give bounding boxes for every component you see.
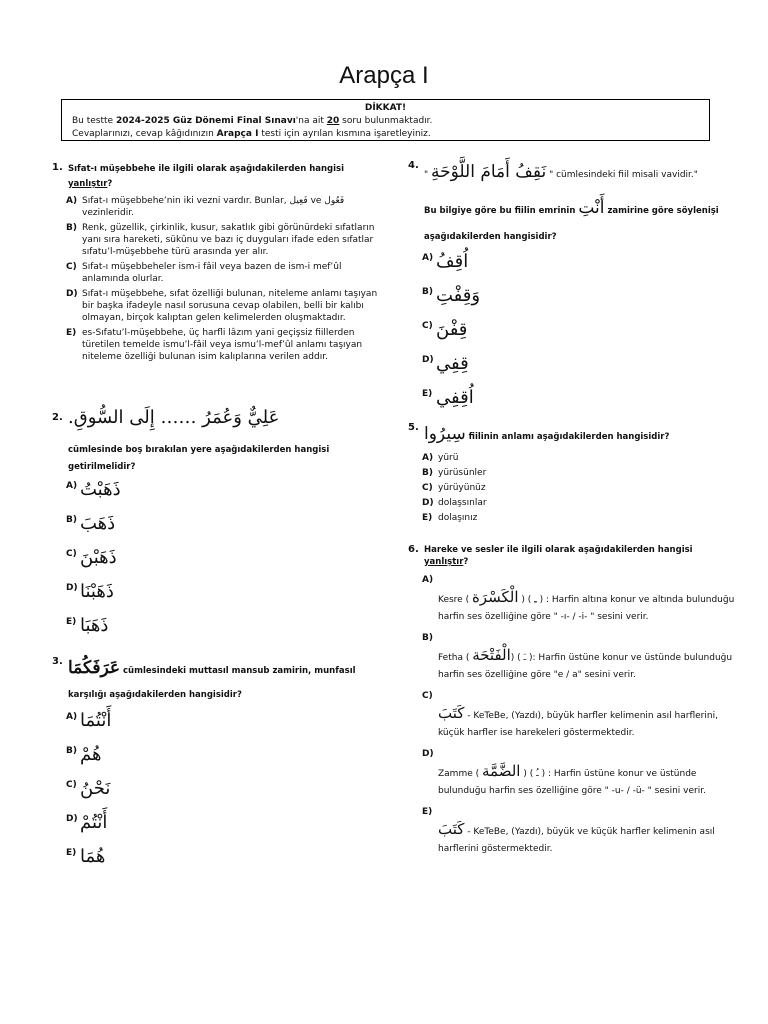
option-letter: C) [422, 483, 433, 493]
question-text-part: Hareke ve sesler ile ilgili olarak aşağıdakilerden hangisi [424, 545, 693, 555]
option-text: yürü [438, 453, 459, 463]
option-c[interactable] [66, 779, 382, 813]
option-a[interactable] [66, 195, 382, 219]
question-text-part: cümlesindeki fiil misali vavidir." [553, 170, 698, 180]
question-number: 5. [408, 422, 419, 433]
option-letter: C) [66, 262, 77, 272]
option-arabic: أَنْتُمَا [80, 710, 112, 731]
option-arabic: الْكَسْرَة [471, 588, 519, 606]
option-arabic: أَنْتُمْ [80, 812, 108, 833]
question-2 [52, 407, 382, 650]
question-text [424, 160, 738, 187]
option-e[interactable] [66, 847, 382, 881]
option-letter: E) [422, 513, 433, 523]
option-letter: C) [422, 691, 433, 701]
option-letter: E) [422, 807, 433, 817]
question-number: 4. [408, 160, 419, 171]
option-letter: C) [66, 549, 77, 559]
options-list [52, 711, 382, 881]
option-text: Fetha ( [438, 653, 473, 663]
question-1 [52, 162, 382, 363]
option-d[interactable] [422, 354, 738, 388]
option-letter: C) [66, 780, 77, 790]
notice-text: soru bulunmaktadır. [339, 116, 433, 126]
question-text-part: ? [463, 557, 469, 567]
option-a[interactable] [422, 252, 738, 286]
notice-exam-name: 2024-2025 Güz Dönemi Final Sınavı [115, 116, 296, 126]
option-letter: A) [66, 196, 78, 206]
option-arabic: هُمْ [80, 744, 102, 765]
option-text: - KeTeBe, (Yazdı), büyük harfler kelimenin asıl harflerini, küçük harfler ise harekeleri göstermektedir. [438, 711, 718, 738]
question-arabic-row [68, 407, 382, 438]
option-arabic: اُقِفُ [436, 251, 469, 272]
option-b[interactable] [66, 222, 382, 258]
option-text: dolaşsınlar [438, 498, 487, 508]
option-text: ) ( ـِ ) : Harfin altına konur ve altında bulunduğu harfin ses özelliğine göre " -ı- / -i- " sesini verir. [438, 595, 735, 622]
option-e[interactable] [66, 616, 382, 650]
question-text-part: Bu bilgiye göre bu fiilin emrinin [424, 206, 579, 216]
question-5 [408, 422, 738, 524]
question-text [424, 195, 738, 250]
option-letter: B) [66, 515, 77, 525]
question-number: 2. [52, 412, 63, 423]
option-text: ) ( ـُ ) : Harfin üstüne konur ve üstünde bulunduğu harfin ses özelliğine göre " -u- / -ü- " sesini verir. [438, 769, 706, 796]
option-letter: C) [422, 321, 433, 331]
option-d[interactable] [422, 746, 738, 800]
option-letter: E) [66, 617, 77, 627]
option-letter: E) [422, 389, 433, 399]
question-text-emphasis: yanlıştır [68, 179, 108, 189]
option-text: Renk, güzellik, çirkinlik, kusur, sakatlık gibi görünürdeki sıfatların yanı sıra hareketi, sükûnu ve bazı iç duyguları ifade eden sıfatlar sıfatu’l-müşebbehe türü arasında yer alır. [82, 223, 375, 257]
option-b[interactable] [66, 745, 382, 779]
option-arabic: ذَهَبَا [80, 615, 109, 636]
option-arabic: قِفِي [436, 353, 469, 374]
option-letter: A) [66, 712, 78, 722]
option-letter: D) [422, 749, 434, 759]
option-text: Sıfat-ı müşebbehe, sıfat özelliği bulunan, niteleme anlamı taşıyan bir başka ifadeyle nasıl sorusuna cevap olabilen, belli bir kalıbı olmayan, birçok kalıptan gelen kelimelerden oluşmaktadır. [82, 289, 378, 323]
option-arabic: ذَهَبَ [80, 513, 116, 534]
notice-heading: DİKKAT! [364, 103, 407, 113]
option-arabic: وَقِفْتِ [436, 285, 481, 306]
option-letter: B) [422, 287, 433, 297]
option-e[interactable] [66, 327, 382, 363]
question-text [68, 162, 382, 192]
option-letter: E) [66, 848, 77, 858]
notice-box [61, 99, 710, 141]
option-a[interactable] [66, 711, 382, 745]
option-arabic: ذَهَبْتُ [80, 479, 121, 500]
notice-course-name: Arapça I [216, 129, 259, 139]
option-arabic: قِفْنَ [436, 319, 468, 340]
option-arabic: نَحْنُ [80, 778, 111, 799]
option-d[interactable] [66, 582, 382, 616]
question-number: 6. [408, 544, 419, 555]
options-list [408, 252, 738, 422]
option-c[interactable] [422, 688, 738, 742]
notice-question-count: 20 [326, 116, 340, 126]
option-letter: A) [422, 453, 434, 463]
option-letter: E) [66, 328, 77, 338]
option-arabic: كَتَبَ [438, 704, 465, 722]
option-text: yürüyünüz [438, 483, 486, 493]
option-c[interactable] [66, 548, 382, 582]
option-c[interactable] [66, 261, 382, 285]
option-letter: D) [422, 355, 434, 365]
option-b[interactable] [422, 286, 738, 320]
question-arabic: عَرَفَكُمَا [68, 658, 121, 678]
option-e[interactable] [422, 512, 738, 524]
notice-line-2 [72, 128, 699, 141]
option-text: dolaşınız [438, 513, 478, 523]
option-text: Sıfat-ı müşebbeheler ism-i fâil veya bazen de ism-i mef’ûl anlamında olurlar. [82, 262, 342, 284]
question-3 [52, 656, 382, 881]
notice-text: testi için ayrılan kısmına işaretleyiniz. [258, 129, 431, 139]
question-text [68, 656, 382, 707]
question-text-part: zamirine göre söylenişi aşağıdakilerden hangisidir? [424, 206, 719, 242]
option-arabic: ذَهَبْنَا [80, 581, 114, 602]
question-text-part: Sıfat-ı müşebbehe ile ilgili olarak aşağıdakilerden hangisi [68, 164, 345, 174]
option-letter: A) [422, 253, 434, 263]
notice-text: 'na ait [295, 116, 327, 126]
question-text [424, 544, 738, 568]
page-title: Arapça I [339, 62, 429, 89]
notice-text: Bu testte [72, 116, 116, 126]
option-e[interactable] [422, 388, 738, 422]
option-text: es-Sıfatu’l-müşebbehe, üç harfli lâzım yani geçişsiz fiillerden türetilen temelde ismu’l-fâil veya ismu’l-mef’ûl anlamı taşıyan niteleme özelliği bulunan isim kalıplarına verilen addır. [82, 328, 363, 362]
option-arabic: الْفَتْحَة [472, 646, 511, 664]
question-text-part: fiilinin anlamı aşağıdakilerden hangisidir? [465, 432, 670, 442]
option-text: Sıfat-ı müşebbehe’nin iki vezni vardır. Bunlar, فَعِيل ve فَعُول vezinleridir. [82, 196, 345, 218]
option-d[interactable] [422, 497, 738, 509]
option-letter: D) [66, 583, 78, 593]
option-b[interactable] [66, 514, 382, 548]
option-b[interactable] [422, 630, 738, 684]
option-b[interactable] [422, 467, 738, 479]
option-c[interactable] [422, 482, 738, 494]
question-arabic: أَنْتِ [578, 198, 605, 218]
option-text: - KeTeBe, (Yazdı), büyük ve küçük harfler kelimenin asıl harflerini göstermektedir. [438, 827, 715, 854]
question-text [424, 422, 738, 449]
question-arabic: سِيرُوا [424, 424, 466, 444]
option-arabic: اُقِفِي [436, 387, 474, 408]
option-e[interactable] [422, 804, 738, 858]
option-arabic: هُمَا [80, 846, 106, 867]
option-text: Kesre ( [438, 595, 472, 605]
question-number: 1. [52, 162, 63, 173]
option-letter: B) [66, 223, 77, 233]
option-c[interactable] [422, 320, 738, 354]
option-text: Zamme ( [438, 769, 482, 779]
question-arabic: نَقِفُ أَمَامَ اللَّوْحَةِ [431, 162, 547, 182]
question-text: cümlesinde boş bırakılan yere aşağıdakilerden hangisi getirilmelidir? [68, 445, 330, 472]
question-text-part: cümlesindeki muttasıl mansub zamirin, munfasıl karşılığı aşağıdakilerden hangisidir? [68, 666, 356, 700]
question-text-part: " [424, 170, 429, 180]
notice-line-1 [72, 115, 699, 128]
option-d[interactable] [66, 813, 382, 847]
option-a[interactable] [66, 480, 382, 514]
question-number: 3. [52, 656, 63, 667]
option-a[interactable] [422, 452, 738, 464]
notice-text: Cevaplarınızı, cevap kâğıdınızın [72, 129, 217, 139]
option-letter: B) [422, 633, 433, 643]
option-letter: B) [422, 468, 433, 478]
question-4 [408, 160, 738, 422]
question-6 [408, 544, 738, 858]
question-text-emphasis: yanlıştır [424, 557, 464, 567]
option-text: yürüsünler [438, 468, 487, 478]
question-text-part: " [549, 170, 554, 180]
option-letter: A) [422, 575, 434, 585]
option-text: ) ( ـَ ): Harfin üstüne konur ve üstünde bulunduğu harfin ses özelliğine göre "e / a" sesini verir. [438, 653, 733, 680]
option-letter: D) [422, 498, 434, 508]
option-d[interactable] [66, 288, 382, 324]
option-letter: D) [66, 814, 78, 824]
options-list [52, 480, 382, 650]
question-text-part: ? [107, 179, 113, 189]
option-arabic: الضَّمَّة [482, 762, 521, 780]
option-a[interactable] [422, 572, 738, 626]
question-arabic: عَلِيٌّ وَعُمَرُ …… إِلَى السُّوقِ. [68, 407, 280, 428]
option-arabic: ذَهَبْنَ [80, 547, 117, 568]
option-letter: A) [66, 481, 78, 491]
option-arabic: كَتَبَ [438, 820, 465, 838]
option-letter: B) [66, 746, 77, 756]
option-letter: D) [66, 289, 78, 299]
